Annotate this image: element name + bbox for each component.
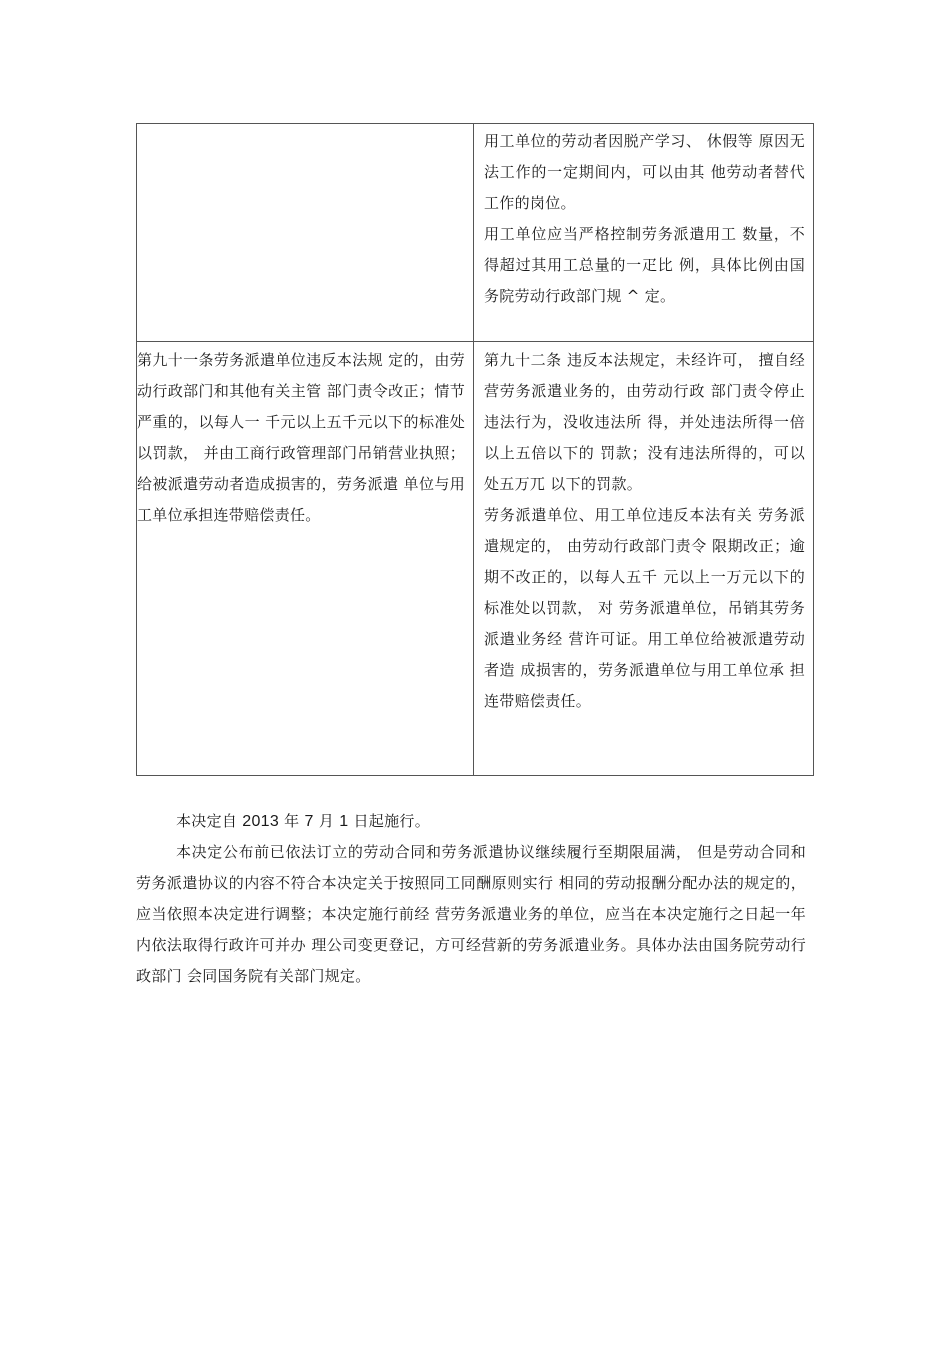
paragraph: 用工单位的劳动者因脱产学习、 休假等 原因无法工作的一定期间内，可以由其 他劳动者替代工作的岗位。 bbox=[484, 132, 805, 212]
table-row bbox=[137, 342, 814, 776]
decision-body bbox=[136, 806, 806, 992]
table-row bbox=[137, 124, 814, 342]
article-91-text: 第九十一条劳务派遣单位违反本法规 定的，由劳动行政部门和其他有关主管 部门责令改正；情节严重的，以每人一 千元以上五千元以下的标准处以罚款， 并由工商行政管理部门吊销营业执照； 给被派遣劳动者造成损害的，劳务派遣 单位与用工单位承担连带赔偿责任。 bbox=[137, 351, 465, 524]
table-cell-new-text bbox=[474, 124, 814, 342]
effective-date-paragraph: 本决定自 2013 年 7 月 1 日起施行。 bbox=[176, 812, 431, 830]
paragraph: 劳务派遣单位、用工单位违反本法有关 劳务派遣规定的， 由劳动行政部门责令 限期改正；逾期不改正的，以每人五千 元以上一万元以下的标准处以罚款， 对 劳务派遣单位，吊销其劳务派遣业务经 营许可证。用工单位给被派遣劳动者造 成损害的，劳务派遣单位与用工单位承 担连带赔偿责任。 bbox=[484, 506, 805, 710]
paragraph: 用工单位应当严格控制劳务派遣用工 数量，不得超过其用工总量的一疋比 例，具体比例由国务院劳动行政部门规 ^ 定。 bbox=[484, 225, 805, 305]
comparison-table bbox=[136, 123, 814, 776]
table-cell-new-text bbox=[474, 342, 814, 776]
effective-month: 7 bbox=[304, 813, 314, 830]
effective-year: 2013 bbox=[242, 813, 280, 830]
effective-day: 1 bbox=[339, 813, 349, 830]
table-cell-old-text bbox=[137, 342, 474, 776]
transition-paragraph: 本决定公布前已依法订立的劳动合同和劳务派遣协议继续履行至期限届满， 但是劳动合同和劳务派遣协议的内容不符合本决定关于按照同工同酬原则实行 相同的劳动报酬分配办法的规定的，应当依照本决定进行调整；本决定施行前经 营劳务派遣业务的单位，应当在本决定施行之日起一年内依法取得行政许可并办 理公司变更登记，方可经营新的劳务派遣业务。具体办法由国务院劳动行政部门 会同国务院有关部门规定。 bbox=[136, 843, 806, 985]
article-92-text: 第九十二条 违反本法规定，未经许可， 擅自经营劳务派遣业务的，由劳动行政 部门责令停止违法行为，没收违法所 得，并处违法所得一倍以上五倍以下的 罚款；没有违法所得的，可以处五万兀 以下的罚款。 bbox=[484, 351, 805, 493]
table-cell-old-text bbox=[137, 124, 474, 342]
cell-old-text-empty bbox=[137, 124, 473, 127]
